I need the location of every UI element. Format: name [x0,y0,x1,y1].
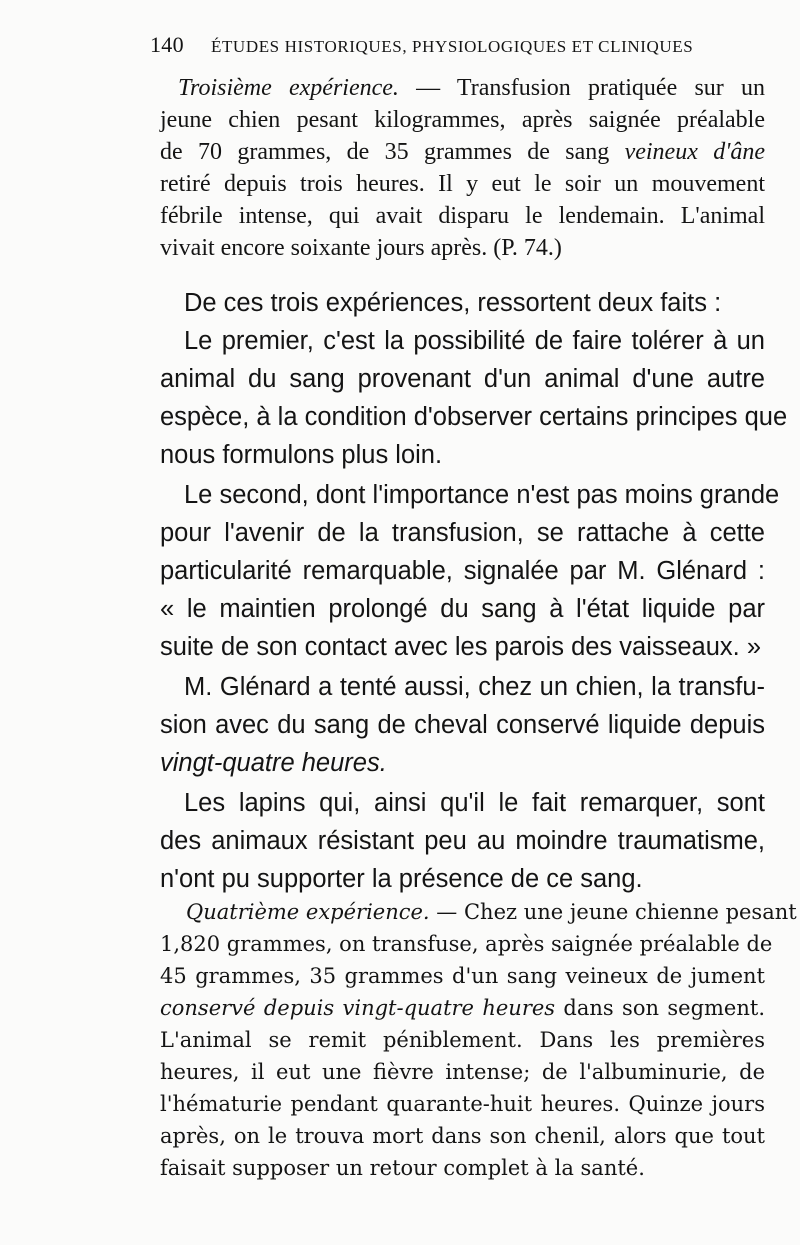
paragraph-line: Le premier, c'est la possibilité de faire tolérer à un [184,327,765,355]
text-line: Troisième expérience. — Transfusion pratiquée sur un [178,75,766,101]
text-line: 45 grammes, 35 grammes d'un sang veineux de jument [160,964,765,988]
text-line: retiré depuis trois heures. Il y eut le soir un mouvement [160,171,765,197]
paragraph-line: espèce, à la condition d'observer certains principes que [160,403,788,431]
text-line: vivait encore soixante jours après. (P. 74.) [160,235,562,261]
text-line: fébrile intense, qui avait disparu le lendemain. L'animal [160,203,765,229]
paragraph-line: suite de son contact avec les parois des vaisseaux. » [160,633,762,661]
paragraph-line: Les lapins qui, ainsi qu'il le fait remarquer, sont [184,789,765,817]
paragraph-line: vingt-quatre heures. [160,749,387,777]
paragraph-line: animal du sang provenant d'un animal d'une autre [160,365,765,393]
page-number: 140 [150,32,184,57]
experiment-title: Quatrième expérience. [186,900,430,924]
text-line: jeune chien pesant kilogrammes, après saignée préalable [160,107,765,133]
text-line: faisait supposer un retour complet à la santé. [160,1156,645,1180]
running-header [150,32,770,58]
text-line: Quatrième expérience. — Chez une jeune chienne pesant [186,900,797,924]
running-title: ÉTUDES HISTORIQUES, PHYSIOLOGIQUES ET CLINIQUES [210,37,694,56]
paragraph-line: De ces trois expériences, ressortent deux faits : [184,289,722,317]
paragraph-line: n'ont pu supporter la présence de ce sang. [160,865,643,893]
paragraph-line: pour l'avenir de la transfusion, se rattache à cette [160,519,765,547]
text-line: l'hématurie pendant quarante-huit heures. Quinze jours [160,1092,765,1116]
text-line: conservé depuis vingt-quatre heures dans son segment. [160,996,765,1020]
paragraph-line: particularité remarquable, signalée par M. Glénard : [160,557,765,585]
paragraph-line: nous formulons plus loin. [160,441,443,469]
paragraph-line: M. Glénard a tenté aussi, chez un chien, la transfu- [184,673,765,701]
text-line: 1,820 grammes, on transfuse, après saignée préalable de [160,932,773,956]
text-line: L'animal se remit péniblement. Dans les premières [160,1028,765,1052]
paragraph-line: Le second, dont l'importance n'est pas moins grande [184,481,780,509]
paragraph-line: « le maintien prolongé du sang à l'état liquide par [160,595,765,623]
experiment-title: Troisième expérience. [178,75,399,101]
text-line: heures, il eut une fièvre intense; de l'albuminurie, de [160,1060,765,1084]
paragraph-line: des animaux résistant peu au moindre traumatisme, [160,827,765,855]
text-line: après, on le trouva mort dans son chenil, alors que tout [160,1124,765,1148]
paragraph-line: sion avec du sang de cheval conservé liquide depuis [160,711,765,739]
text-line: de 70 grammes, de 35 grammes de sang veineux d'âne [160,139,765,165]
